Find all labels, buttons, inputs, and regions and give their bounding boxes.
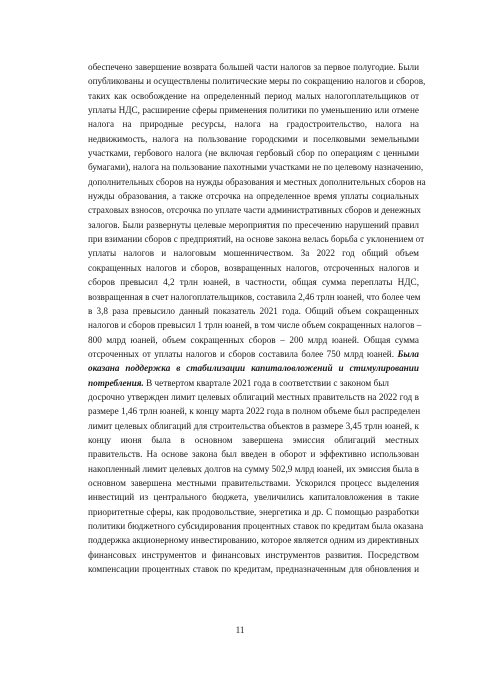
text-line: участками, гербового налога (не включая гербовый сбор по операциям с ценными — [88, 148, 419, 159]
emphasis-text: потребления. — [88, 377, 144, 388]
text-line: бумагами), налога на пользование пахотными участками не по целевому назначению, — [88, 162, 424, 173]
text-line: налогов и сборов превысил 1 трлн юаней, в том числе объем сокращенных налогов – — [88, 320, 422, 331]
text-line: концу июня была в основном завершена эмиссия облигаций местных — [88, 434, 419, 445]
emphasis-text: оказана поддержка в стабилизации капиталовложений и стимулировании — [88, 363, 419, 374]
text-line: страховых взносов, отсрочка по уплате части административных сборов и денежных — [88, 205, 421, 216]
emphasis-text: Была — [397, 348, 420, 359]
text-line: обеспечено завершение возврата большей части налогов за первое полугодие. Были — [88, 62, 419, 72]
text-line: приоритетные сферы, как продовольствие, энергетика и др. С помощью разработки — [88, 506, 419, 517]
text-line: налога на природные ресурсы, налога на градостроительство, налога на — [88, 119, 419, 130]
text-line: инвестиций из центрального бюджета, увеличились капиталовложения в такие — [88, 492, 419, 503]
text-line: в 3,8 раза превысило данный показатель 2021 года. Общий объем сокращенных — [88, 305, 419, 316]
text-line-mixed — [88, 376, 419, 390]
text-line: компенсации процентных ставок по кредитам, предназначенным для обновления и — [88, 564, 419, 575]
text-line: залогов. Были развернуты целевые мероприятия по пресечению нарушений правил — [88, 219, 419, 230]
text-line: поддержка акционерному инвестированию, которое является одним из директивных — [88, 535, 420, 546]
text-line — [88, 361, 419, 375]
text-line: основном завершена местными правительствами. Ускорился процесс выделения — [88, 477, 419, 488]
text-line: досрочно утвержден лимит целевых облигаций местных правительств на 2022 год в — [88, 391, 419, 402]
text-line: недвижимость, налога на пользование городскими и поселковыми земельными — [88, 133, 419, 144]
text-line: таких как освобождение на определенный период малых налогоплательщиков от — [88, 90, 419, 101]
text-line: политики бюджетного субсидирования процентных ставок по кредитам была оказана — [88, 521, 424, 531]
text-line: опубликованы и осуществлены политические меры по сокращению налогов и сборов, — [88, 76, 426, 87]
text-line: при взимании сборов с предприятий, на основе закона велась борьба с уклонением от — [88, 234, 425, 245]
text-run: отсроченных от уплаты налогов и сборов составила более 750 млрд юаней. — [88, 348, 395, 359]
text-line: уплаты НДС, расширение сферы применения политики по уменьшению или отмене — [88, 105, 419, 116]
text-line: сокращенных налогов и сборов, возвращенных налогов, отсроченных налогов и — [88, 262, 419, 273]
text-line: накопленный лимит целевых долгов на сумму 502,9 млрд юаней, их эмиссия была в — [88, 463, 419, 474]
text-line: финансовых инструментов и финансовых инструментов развития. Посредством — [88, 549, 419, 560]
text-line-mixed — [88, 347, 419, 361]
page-number: 11 — [235, 625, 245, 635]
text-line: уплаты налогов и налоговым мошенничеством. За 2022 год общий объем — [88, 248, 419, 259]
text-line: лимит целевых облигаций для строительства объектов в размере 3,45 трлн юаней, к — [88, 420, 419, 431]
text-line: возвращенная в счет налогоплательщиков, составила 2,46 трлн юаней, что более чем — [88, 291, 421, 302]
text-line: правительств. На основе закона был введен в оборот и эффективно использован — [88, 449, 419, 460]
text-line: 800 млрд юаней, объем сокращенных сборов – 200 млрд юаней. Общая сумма — [88, 334, 419, 345]
text-line: сборов превысил 4,2 трлн юаней, в частности, общая сумма переплаты НДС, — [88, 277, 419, 288]
body-text — [88, 60, 426, 576]
text-line: нужды образования, а также отсрочка на определенное время уплаты социальных — [88, 191, 419, 202]
text-line: размере 1,46 трлн юаней, к концу марта 2022 года в полном объеме был распределен — [88, 406, 421, 417]
text-line: дополнительных сборов на нужды образования и местных дополнительных сборов на — [88, 176, 426, 187]
text-run: В четвертом квартале 2021 года в соответствии с законом был — [146, 377, 389, 388]
